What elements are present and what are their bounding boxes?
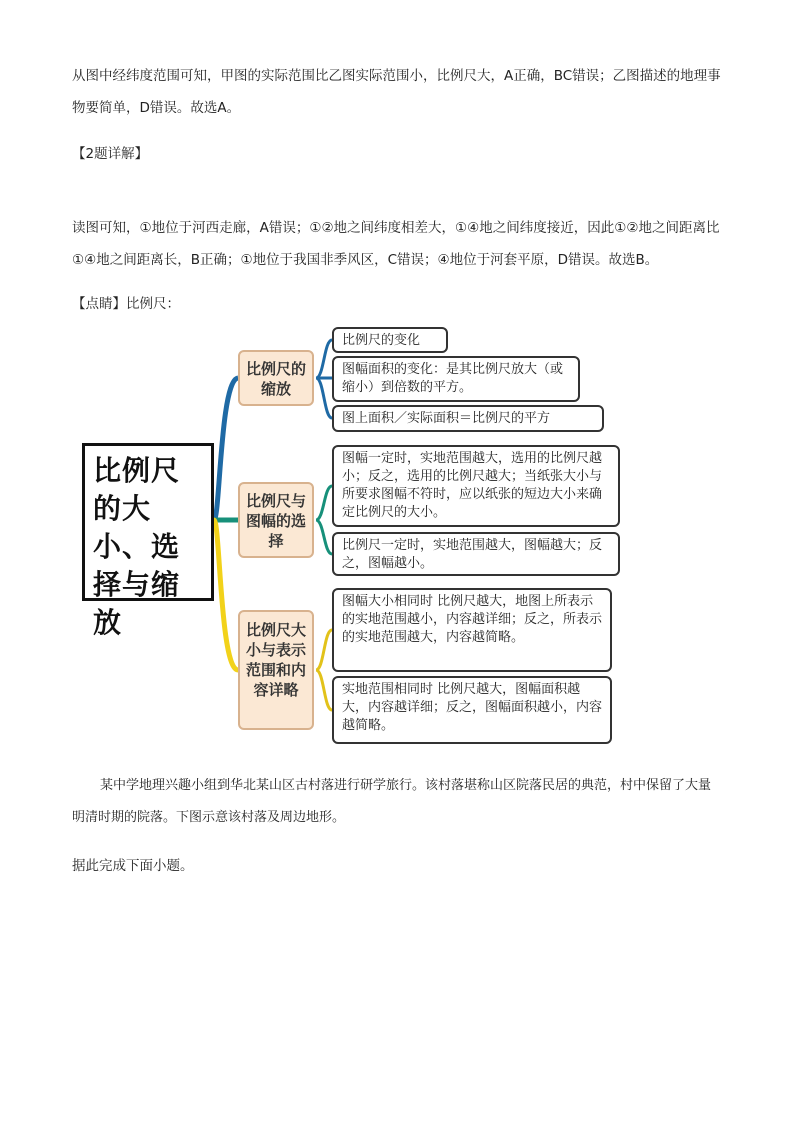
- node-same-range: 实地范围相同时 比例尺越大，图幅面积越大，内容越详细；反之，图幅面积越小，内容越简略。: [332, 676, 612, 744]
- category-scale-zoom: 比例尺的缩放: [238, 350, 314, 406]
- node-area-ratio: 图上面积／实际面积＝比例尺的平方: [332, 405, 604, 432]
- category-scale-detail: 比例尺大小与表示范围和内容详略: [238, 610, 314, 730]
- node-fixed-scale: 比例尺一定时，实地范围越大，图幅越大；反之，图幅越小。: [332, 532, 620, 576]
- explanation-paragraph-1: 从图中经纬度范围可知，甲图的实际范围比乙图实际范围小，比例尺大，A正确，BC错误；乙图描述的地理事物要简单，D错误。故选A。: [72, 68, 721, 116]
- material-paragraph: 某中学地理兴趣小组到华北某山区古村落进行研学旅行。该村落堪称山区院落民居的典范，村中保留了大量明清时期的院落。下图示意该村落及周边地形。: [72, 778, 712, 825]
- scale-mind-map: [80, 320, 625, 750]
- mind-map-root: 比例尺的大小、选择与缩放: [82, 443, 214, 601]
- heading-tip: 【点睛】比例尺：: [72, 296, 180, 312]
- explanation-paragraph-2: 读图可知，①地位于河西走廊，A错误；①②地之间纬度相差大，①④地之间纬度接近，因此①②地之间距离比①④地之间距离长，B正确；①地位于我国非季风区，C错误；④地位于河套平原，D错误。故选B。: [72, 220, 720, 268]
- heading-question-2: 【2题详解】: [72, 146, 149, 162]
- node-same-sheet: 图幅大小相同时 比例尺越大，地图上所表示的实地范围越小，内容越详细；反之，所表示的实地范围越大，内容越简略。: [332, 588, 612, 672]
- node-area-change: 图幅面积的变化：是其比例尺放大（或缩小）到倍数的平方。: [332, 356, 580, 402]
- category-scale-sheet-choice: 比例尺与图幅的选择: [238, 482, 314, 558]
- node-scale-change: 比例尺的变化: [332, 327, 448, 353]
- instruction-text: 据此完成下面小题。: [72, 858, 194, 874]
- node-fixed-sheet: 图幅一定时，实地范围越大，选用的比例尺越小；反之，选用的比例尺越大；当纸张大小与所要求图幅不符时，应以纸张的短边大小来确定比例尺的大小。: [332, 445, 620, 527]
